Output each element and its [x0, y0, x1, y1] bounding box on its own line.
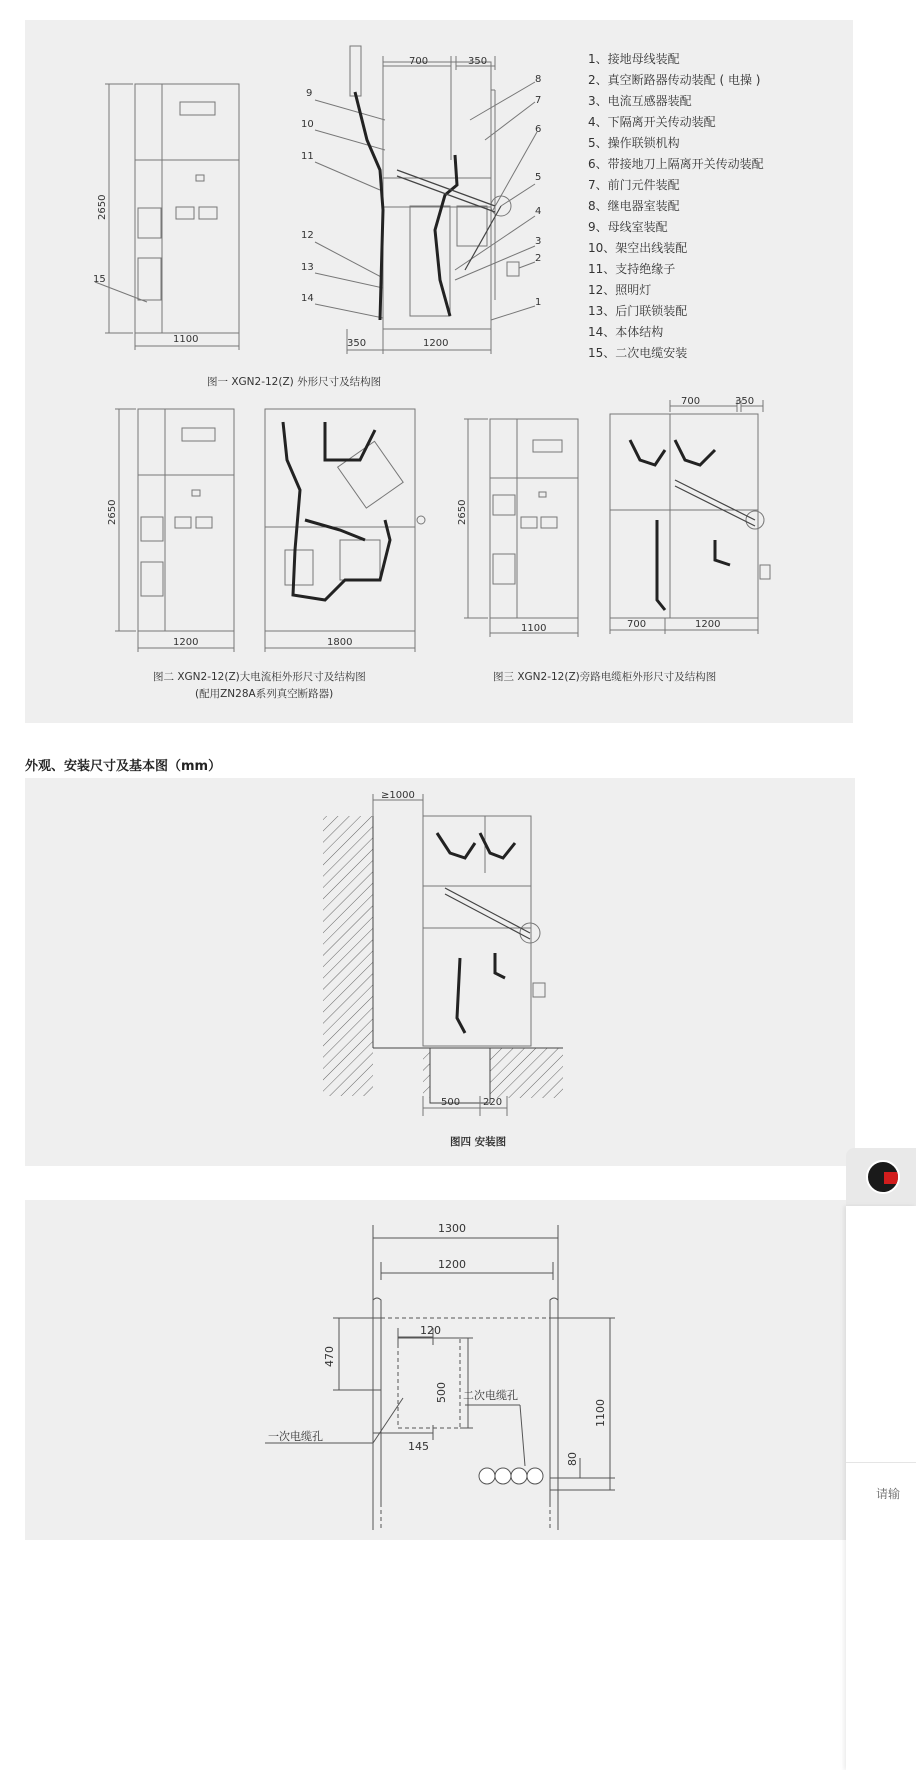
fig3-front-cabinet	[490, 419, 578, 618]
figure4-installation-drawing	[25, 778, 855, 1166]
fig1-callout-14: 14	[301, 293, 314, 304]
fig1-callout-8: 8	[535, 74, 542, 85]
legend-item: 15、二次电缆安装	[588, 346, 688, 360]
figure5-cable-hole-drawing	[25, 1200, 855, 1540]
wall-hatch	[323, 816, 373, 1096]
fig3-dim-700-bottom: 700	[627, 619, 647, 630]
fig1-callout-1: 1	[535, 297, 542, 308]
fig1-callout-7: 7	[535, 95, 542, 106]
legend-item: 13、后门联锁装配	[588, 304, 688, 318]
fig5-dim-120: 120	[420, 1324, 441, 1337]
fig4-dim-500: 500	[441, 1097, 461, 1108]
fig5-label-primary-hole: 一次电缆孔	[268, 1430, 323, 1443]
fig3-dim-2650: 2650	[457, 499, 468, 525]
fig2-dim-2650: 2650	[107, 499, 118, 525]
fig1-callout-12: 12	[301, 230, 314, 241]
legend-item: 4、下隔离开关传动装配	[588, 115, 716, 129]
fig1-dim-350-bottom: 350	[347, 338, 367, 349]
chat-widget-body	[846, 1206, 916, 1770]
fig1-dim-350-top: 350	[468, 56, 488, 67]
legend-item: 3、电流互感器装配	[588, 94, 692, 108]
figure1-3-drawings	[25, 20, 853, 723]
figure-panel-3	[25, 1200, 855, 1540]
fig1-dim-1200: 1200	[423, 338, 449, 349]
fig2-dim-1200: 1200	[173, 637, 199, 648]
fig3-caption: 图三 XGN2-12(Z)旁路电缆柜外形尺寸及结构图	[493, 671, 717, 683]
legend-item: 11、支持绝缘子	[588, 262, 676, 276]
fig1-legend	[588, 51, 764, 360]
fig2-front-cabinet	[138, 409, 234, 631]
legend-item: 14、本体结构	[588, 325, 664, 339]
fig1-dim-700: 700	[409, 56, 429, 67]
chat-input-placeholder: 请输	[876, 1487, 901, 1501]
fig1-callout-9: 9	[306, 88, 313, 99]
fig4-caption: 图四 安装图	[450, 1136, 507, 1148]
fig5-dim-145: 145	[408, 1440, 429, 1453]
fig5-dim-470: 470	[323, 1346, 336, 1367]
legend-item: 8、继电器室装配	[588, 199, 680, 213]
fig1-callout-10: 10	[301, 119, 314, 130]
fig1-callout-2: 2	[535, 253, 542, 264]
avatar[interactable]	[866, 1160, 900, 1194]
fig1-callout-5: 5	[535, 172, 542, 183]
legend-item: 5、操作联锁机构	[588, 136, 680, 150]
legend-item: 1、接地母线装配	[588, 52, 680, 66]
fig2-caption-line2: (配用ZN28A系列真空断路器)	[195, 688, 334, 700]
fig5-dim-1300: 1300	[438, 1222, 466, 1235]
fig5-dim-500: 500	[435, 1382, 448, 1403]
fig4-dim-clearance: ≥1000	[381, 790, 415, 801]
floating-chat-widget[interactable]	[846, 1148, 916, 1768]
fig5-dim-80: 80	[566, 1452, 579, 1466]
fig3-dim-1200-bottom: 1200	[695, 619, 721, 630]
fig1-callout-13: 13	[301, 262, 314, 273]
legend-item: 12、照明灯	[588, 283, 652, 297]
figure-panel-2	[25, 778, 855, 1166]
section-heading: 外观、安装尺寸及基本图（mm）	[25, 759, 222, 774]
fig1-callout-11: 11	[301, 151, 314, 162]
fig3-dim-1100: 1100	[521, 623, 547, 634]
legend-item: 2、真空断路器传动装配 ( 电操 )	[588, 73, 761, 87]
chat-widget-header[interactable]	[846, 1148, 916, 1206]
fig1-caption: 图一 XGN2-12(Z) 外形尺寸及结构图	[207, 376, 382, 388]
fig2-caption-line1: 图二 XGN2-12(Z)大电流柜外形尺寸及结构图	[153, 671, 366, 683]
fig1-dim-1100: 1100	[173, 334, 199, 345]
chat-input[interactable]	[846, 1462, 916, 1527]
fig5-dim-1200: 1200	[438, 1258, 466, 1271]
fig3-dim-700-top: 700	[681, 396, 701, 407]
fig5-dim-1100: 1100	[594, 1399, 607, 1427]
fig1-callout-4: 4	[535, 206, 542, 217]
figure-panel-1	[25, 20, 853, 723]
fig1-side-cabinet	[383, 62, 491, 329]
legend-item: 6、带接地刀上隔离开关传动装配	[588, 157, 764, 171]
fig1-callout-6: 6	[535, 124, 542, 135]
legend-item: 7、前门元件装配	[588, 178, 680, 192]
legend-item: 10、架空出线装配	[588, 241, 688, 255]
fig1-callout-3: 3	[535, 236, 542, 247]
legend-item: 9、母线室装配	[588, 220, 668, 234]
fig5-label-secondary-hole: 二次电缆孔	[463, 1389, 518, 1402]
cable-holes	[479, 1468, 543, 1484]
fig4-dim-220: 220	[483, 1097, 503, 1108]
fig2-dim-1800: 1800	[327, 637, 353, 648]
fig3-dim-350-top: 350	[735, 396, 755, 407]
fig2-side-cabinet	[265, 409, 415, 631]
fig1-callout-15: 15	[93, 274, 106, 285]
fig1-dim-2650: 2650	[97, 194, 108, 220]
